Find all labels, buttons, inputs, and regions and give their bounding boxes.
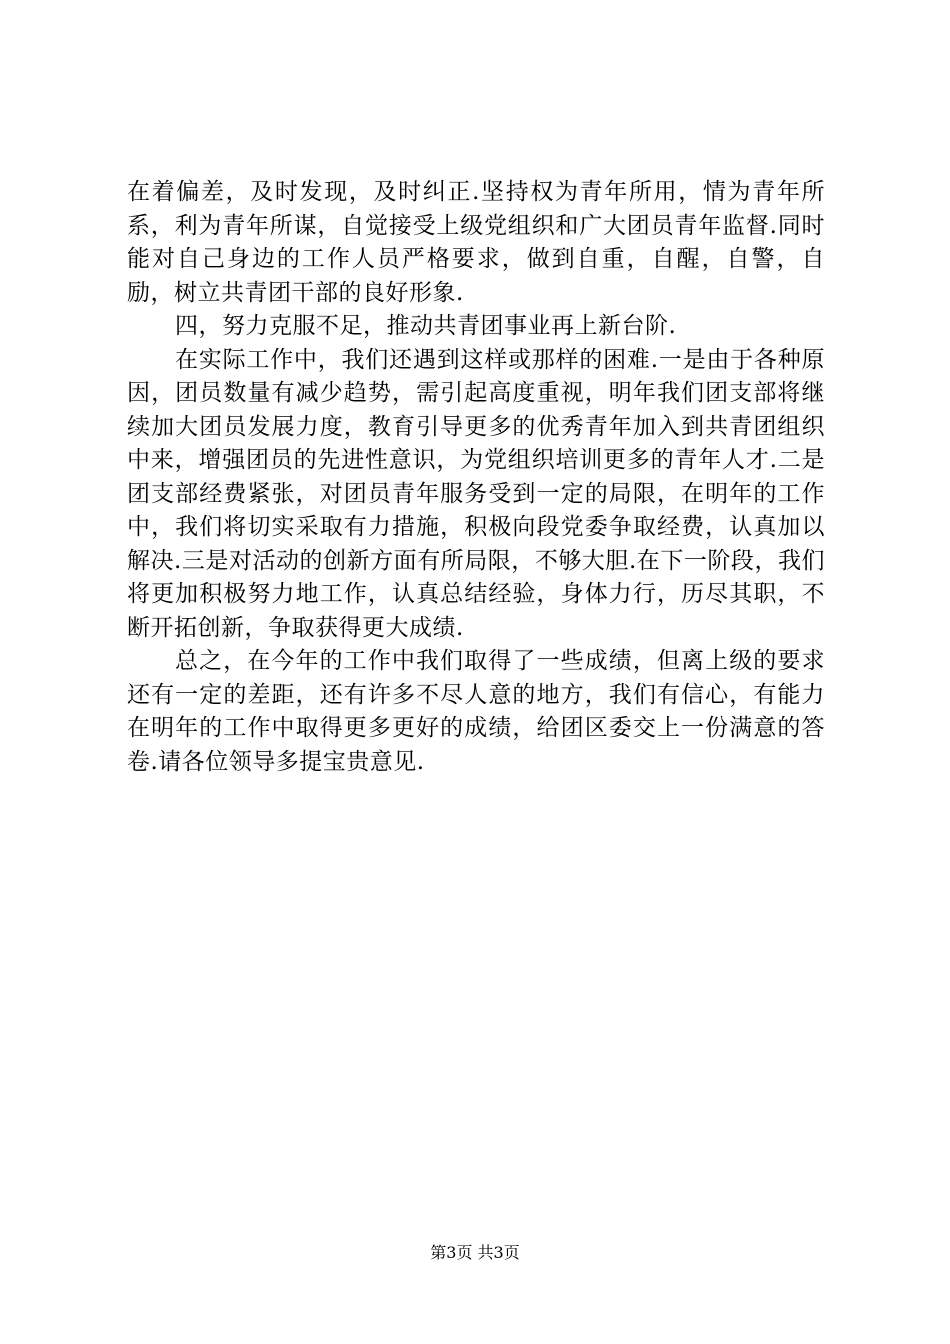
paragraph-section-heading: 四，努力克服不足，推动共青团事业再上新台阶.: [175, 313, 677, 339]
page-footer: 第3页 共3页: [430, 1243, 520, 1262]
paragraph-difficulties: 在实际工作中，我们还遇到这样或那样的困难.一是由于各种原因，团员数量有减少趋势，需引起高度重视，明年我们团支部将继续加大团员发展力度，教育引导更多的优秀青年加入到共青团组织中来，增强团员的先进性意识，为党组织培训更多的青年人才.二是团支部经费紧张，对团员青年服务受到一定的局限，在明年的工作中，我们将切实采取有力措施，积极向段党委争取经费，认真加以解决.三是对活动的创新方面有所局限，不够大胆.在下一阶段，我们将更加积极努力地工作，认真总结经验，身体力行，历尽其职，不断开拓创新，争取获得更大成绩.: [127, 346, 825, 641]
paragraph-continuation: 在着偏差，及时发现，及时纠正.坚持权为青年所用，情为青年所系，利为青年所谋，自觉接受上级党组织和广大团员青年监督.同时能对自己身边的工作人员严格要求，做到自重，自醒，自警，自励，树立共青团干部的良好形象.: [127, 179, 825, 306]
body-text: [127, 176, 825, 779]
paragraph-conclusion: 总之，在今年的工作中我们取得了一些成绩，但离上级的要求还有一定的差距，还有许多不尽人意的地方，我们有信心，有能力在明年的工作中取得更多更好的成绩，给团区委交上一份满意的答卷.请各位领导多提宝贵意见.: [127, 648, 825, 775]
